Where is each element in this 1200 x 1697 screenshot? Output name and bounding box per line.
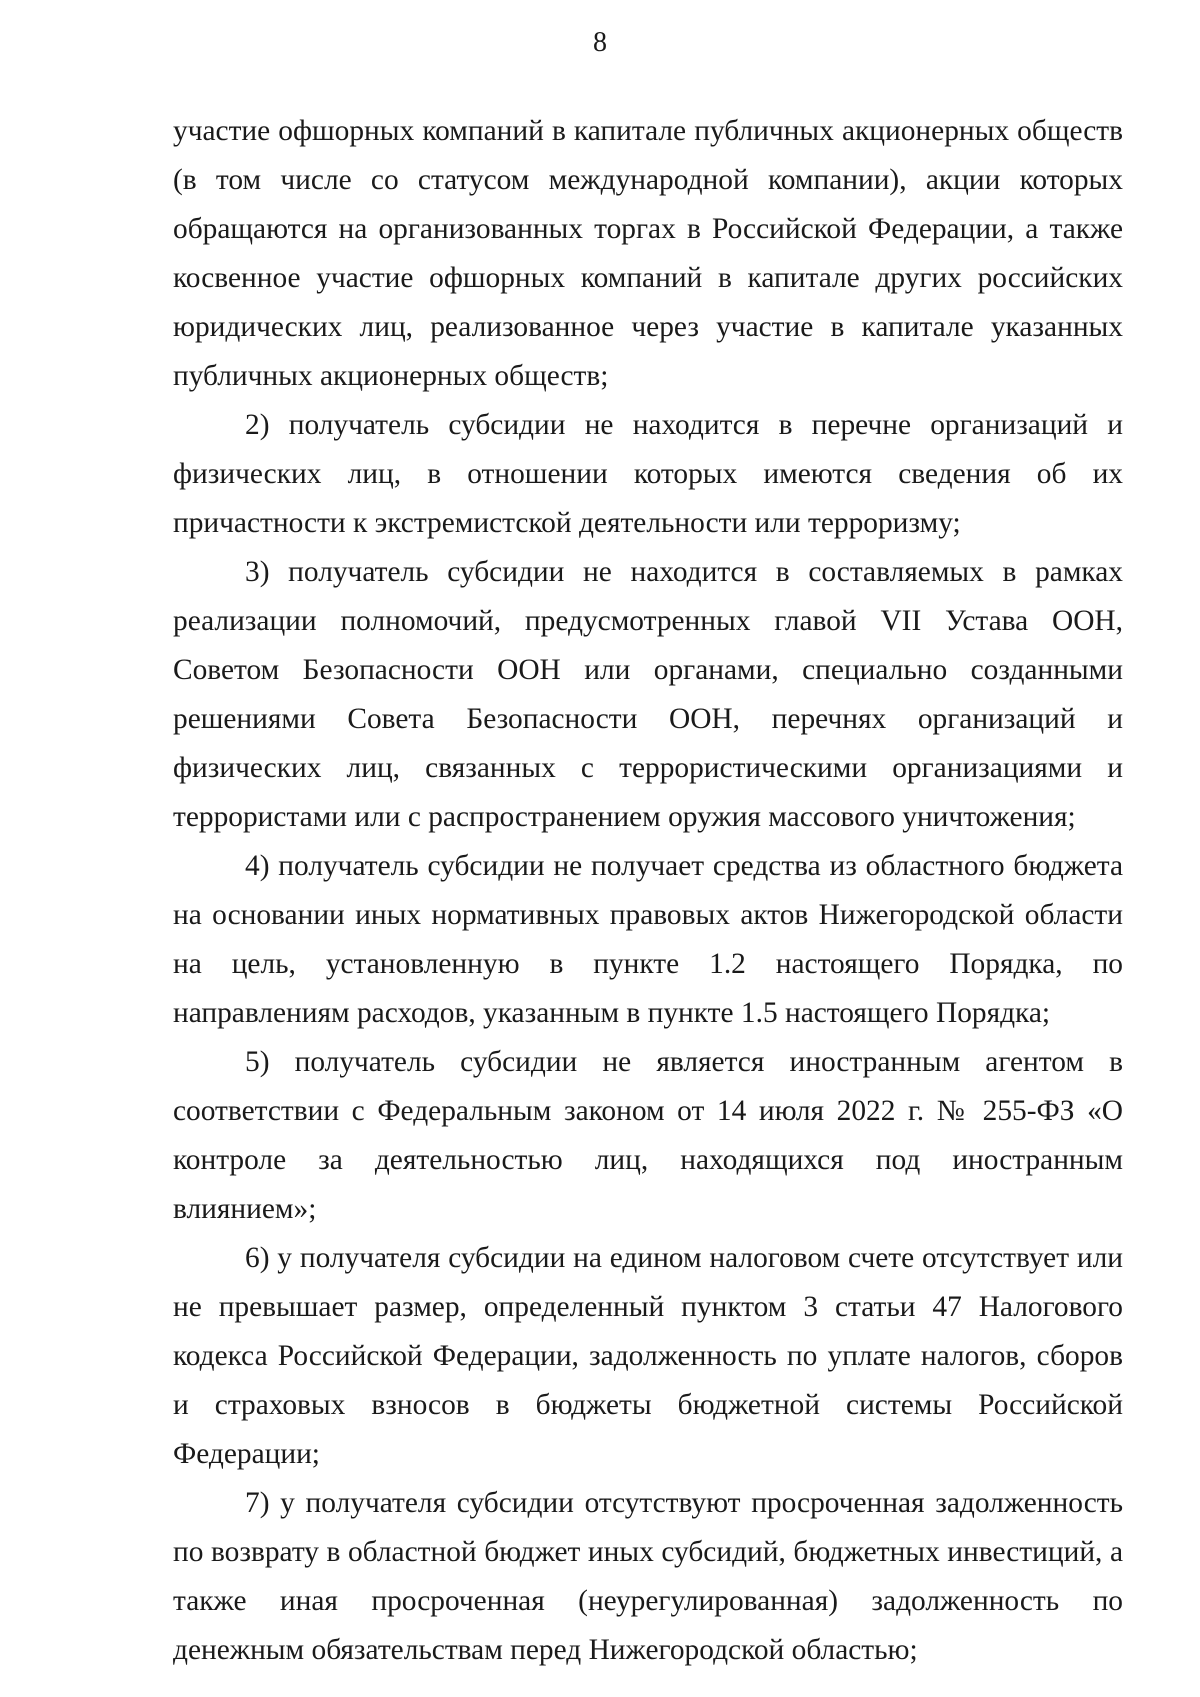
paragraph-continuation: участие офшорных компаний в капитале публичных акционерных обществ (в том числе со статусом международной компании), акции которых обращаются на организованных торгах в Российской Федерации, а также косвенное участие офшорных компаний в капитале других российских юридических лиц, реализованное через участие в капитале указанных публичных акционерных обществ; — [173, 115, 1123, 392]
document-body — [173, 107, 1123, 1675]
paragraph-item-7: 7) у получателя субсидии отсутствуют просроченная задолженность по возврату в областной бюджет иных субсидий, бюджетных инвестиций, а также иная просроченная (неурегулированная) задолженность по денежным обязательствам перед Нижегородской областью; — [173, 1487, 1123, 1666]
paragraph-item-2: 2) получатель субсидии не находится в перечне организаций и физических лиц, в отношении которых имеются сведения об их причастности к экстремистской деятельности или терроризму; — [173, 409, 1123, 539]
paragraph-item-4: 4) получатель субсидии не получает средства из областного бюджета на основании иных нормативных правовых актов Нижегородской области на цель, установленную в пункте 1.2 настоящего Порядка, по направлениям расходов, указанным в пункте 1.5 настоящего Порядка; — [173, 850, 1123, 1029]
page-number: 8 — [593, 27, 607, 58]
paragraph-item-3: 3) получатель субсидии не находится в составляемых в рамках реализации полномочий, предусмотренных главой VII Устава ООН, Советом Безопасности ООН или органами, специально созданными решениями Совета Безопасности ООН, перечнях организаций и физических лиц, связанных с террористическими организациями и террористами или с распространением оружия массового уничтожения; — [173, 556, 1123, 833]
paragraph-item-5: 5) получатель субсидии не является иностранным агентом в соответствии с Федеральным законом от 14 июля 2022 г. № 255-ФЗ «О контроле за деятельностью лиц, находящихся под иностранным влиянием»; — [173, 1046, 1123, 1225]
paragraph-item-6: 6) у получателя субсидии на едином налоговом счете отсутствует или не превышает размер, определенный пунктом 3 статьи 47 Налогового кодекса Российской Федерации, задолженность по уплате налогов, сборов и страховых взносов в бюджеты бюджетной системы Российской Федерации; — [173, 1242, 1123, 1470]
